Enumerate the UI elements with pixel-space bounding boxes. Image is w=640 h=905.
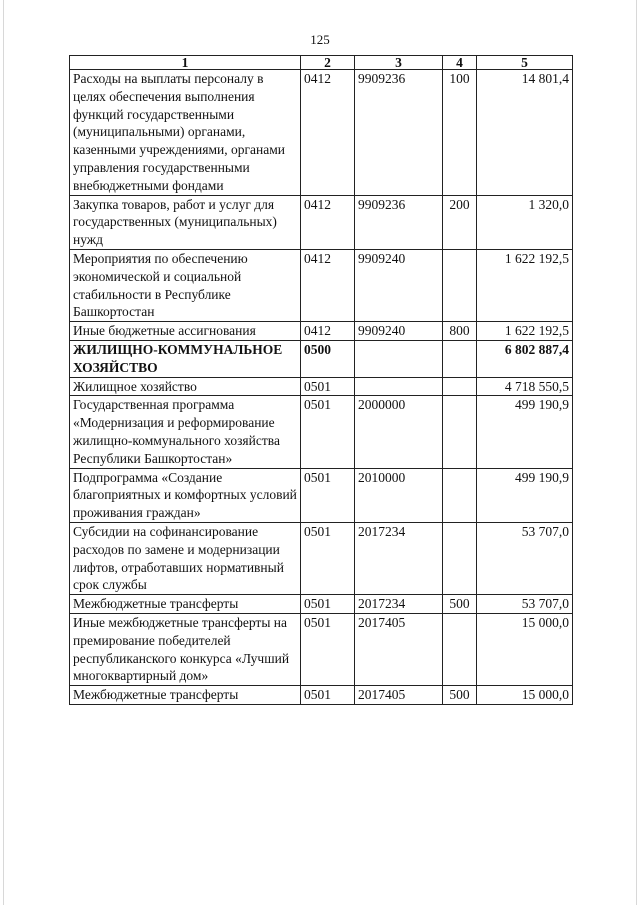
expense-type-cell xyxy=(443,613,477,685)
target-article-cell: 2017234 xyxy=(355,595,443,614)
amount-cell: 1 622 192,5 xyxy=(477,322,573,341)
table-row xyxy=(70,396,573,468)
scan-edge-right xyxy=(636,0,637,905)
row-name-cell: Подпрограмма «Создание благоприятных и комфортных условий проживания граждан» xyxy=(70,468,301,522)
expense-type-cell: 500 xyxy=(443,595,477,614)
row-name-cell: ЖИЛИЩНО-КОММУНАЛЬНОЕ ХОЗЯЙСТВО xyxy=(70,340,301,377)
expense-type-cell xyxy=(443,377,477,396)
row-name-cell: Расходы на выплаты персоналу в целях обеспечения выполнения функций государственными (муниципальными) органами, казенными учреждениями, органами управления государственными внебюджетными фондами xyxy=(70,70,301,196)
row-name-cell: Иные бюджетные ассигнования xyxy=(70,322,301,341)
amount-cell: 6 802 887,4 xyxy=(477,340,573,377)
amount-cell: 4 718 550,5 xyxy=(477,377,573,396)
table-row xyxy=(70,70,573,196)
expense-type-cell: 100 xyxy=(443,70,477,196)
table-row xyxy=(70,195,573,249)
amount-cell: 15 000,0 xyxy=(477,613,573,685)
header-col-3: 3 xyxy=(355,56,443,70)
target-article-cell: 9909240 xyxy=(355,322,443,341)
section-code-cell: 0412 xyxy=(301,249,355,321)
row-name-cell: Жилищное хозяйство xyxy=(70,377,301,396)
table-row xyxy=(70,322,573,341)
table-row xyxy=(70,686,573,705)
section-code-cell: 0412 xyxy=(301,195,355,249)
amount-cell: 15 000,0 xyxy=(477,686,573,705)
table-row xyxy=(70,468,573,522)
amount-cell: 1 622 192,5 xyxy=(477,249,573,321)
page-number: 125 xyxy=(310,32,330,47)
section-code-cell: 0501 xyxy=(301,686,355,705)
row-name-cell: Государственная программа «Модернизация и реформирование жилищно-коммунального хозяйства Республики Башкортостан» xyxy=(70,396,301,468)
target-article-cell: 9909236 xyxy=(355,70,443,196)
table-row xyxy=(70,595,573,614)
section-code-cell: 0500 xyxy=(301,340,355,377)
target-article-cell: 9909236 xyxy=(355,195,443,249)
target-article-cell: 9909240 xyxy=(355,249,443,321)
section-code-cell: 0501 xyxy=(301,595,355,614)
table-row xyxy=(70,522,573,594)
row-name-cell: Межбюджетные трансферты xyxy=(70,686,301,705)
section-code-cell: 0501 xyxy=(301,468,355,522)
scan-edge-left xyxy=(3,0,4,905)
section-code-cell: 0501 xyxy=(301,377,355,396)
expense-type-cell xyxy=(443,249,477,321)
row-name-cell: Мероприятия по обеспечению экономической и социальной стабильности в Республике Башкортостан xyxy=(70,249,301,321)
row-name-cell: Межбюджетные трансферты xyxy=(70,595,301,614)
expense-type-cell xyxy=(443,468,477,522)
expense-type-cell xyxy=(443,396,477,468)
target-article-cell: 2017234 xyxy=(355,522,443,594)
expense-type-cell: 800 xyxy=(443,322,477,341)
header-row xyxy=(70,56,573,70)
target-article-cell: 2000000 xyxy=(355,396,443,468)
row-name-cell: Иные межбюджетные трансферты на премирование победителей республиканского конкурса «Лучший многоквартирный дом» xyxy=(70,613,301,685)
expense-type-cell xyxy=(443,340,477,377)
table-row xyxy=(70,377,573,396)
amount-cell: 499 190,9 xyxy=(477,396,573,468)
table-row xyxy=(70,613,573,685)
header-col-2: 2 xyxy=(301,56,355,70)
amount-cell: 1 320,0 xyxy=(477,195,573,249)
header-col-5: 5 xyxy=(477,56,573,70)
section-code-cell: 0412 xyxy=(301,322,355,341)
table-row xyxy=(70,340,573,377)
target-article-cell: 2017405 xyxy=(355,686,443,705)
row-name-cell: Закупка товаров, работ и услуг для государственных (муниципальных) нужд xyxy=(70,195,301,249)
table-row xyxy=(70,249,573,321)
section-code-cell: 0501 xyxy=(301,522,355,594)
section-code-cell: 0501 xyxy=(301,613,355,685)
expense-type-cell xyxy=(443,522,477,594)
amount-cell: 499 190,9 xyxy=(477,468,573,522)
header-col-1: 1 xyxy=(70,56,301,70)
section-code-cell: 0412 xyxy=(301,70,355,196)
header-col-4: 4 xyxy=(443,56,477,70)
target-article-cell xyxy=(355,340,443,377)
amount-cell: 53 707,0 xyxy=(477,522,573,594)
amount-cell: 53 707,0 xyxy=(477,595,573,614)
section-code-cell: 0501 xyxy=(301,396,355,468)
target-article-cell xyxy=(355,377,443,396)
amount-cell: 14 801,4 xyxy=(477,70,573,196)
target-article-cell: 2010000 xyxy=(355,468,443,522)
row-name-cell: Субсидии на софинансирование расходов по замене и модернизации лифтов, отработавших нормативный срок службы xyxy=(70,522,301,594)
table-body xyxy=(70,70,573,705)
expense-type-cell: 500 xyxy=(443,686,477,705)
expense-type-cell: 200 xyxy=(443,195,477,249)
target-article-cell: 2017405 xyxy=(355,613,443,685)
budget-table xyxy=(69,55,573,705)
